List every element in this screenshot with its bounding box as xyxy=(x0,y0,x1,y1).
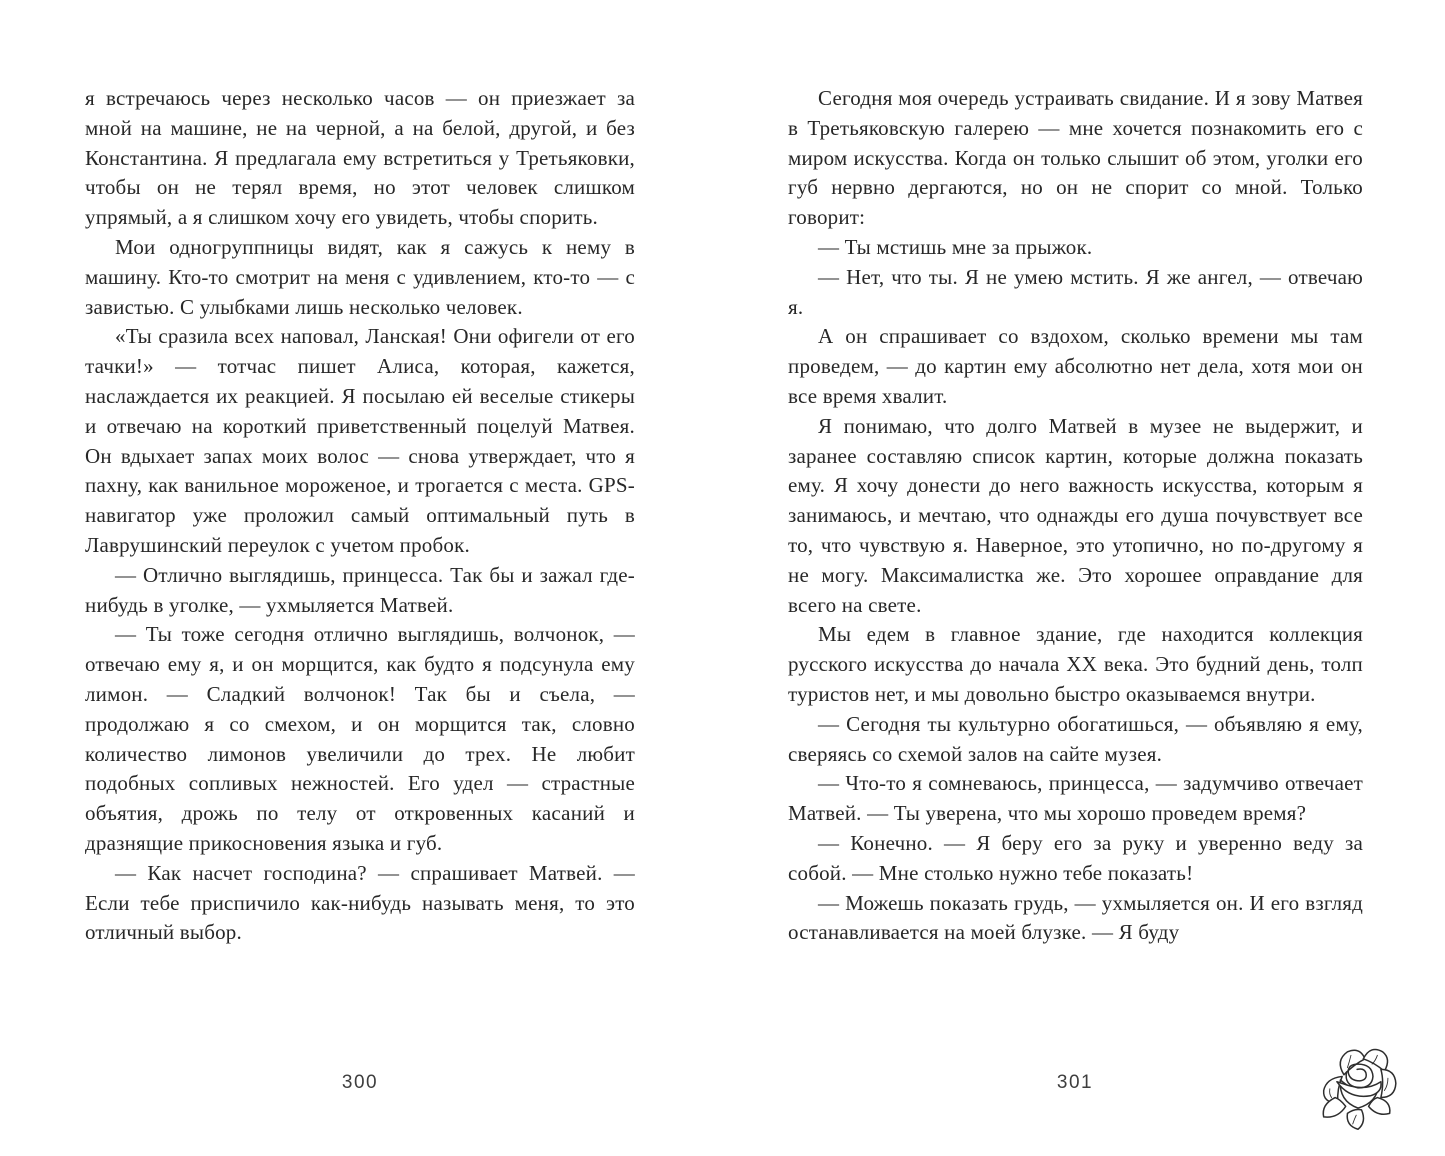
paragraph: Мы едем в главное здание, где находится коллекция русского искусства до начала XX века. Это будний день, толп туристов нет, и мы довольно быстро оказываемся внутри. xyxy=(788,622,1363,706)
paragraph: — Что-то я сомневаюсь, принцесса, — задумчиво отвечает Матвей. — Ты уверена, что мы хорошо проведем время? xyxy=(788,771,1363,826)
paragraph: — Отлично выглядишь, принцесса. Так бы и зажал где-нибудь в уголке, — ухмыляется Матвей. xyxy=(85,562,635,617)
paragraph: — Нет, что ты. Я не умею мстить. Я же ангел, — отвечаю я. xyxy=(788,264,1363,319)
page-number-left: 300 xyxy=(341,1072,379,1093)
paragraph: — Можешь показать грудь, — ухмыляется он. И его взгляд останавливается на моей блузке. — Я буду xyxy=(788,890,1363,945)
paragraph: я встречаюсь через несколько часов — он приезжает за мной на машине, не на черной, а на белой, другой, и без Константина. Я предлагала ему встретиться у Третьяковки, чтобы он не терял время, но этот человек слишком упрямый, а я слишком хочу его увидеть, чтобы спорить. xyxy=(85,86,635,230)
paragraph: Я понимаю, что долго Матвей в музее не выдержит, и заранее составляю список картин, которые должна показать ему. Я хочу донести до него важность искусства, которым я занимаюсь, и мечтаю, что однажды его душа почувствует все то, что чувствую я. Наверное, это утопично, но по-другому я не могу. Максималистка же. Это хорошее оправдание для всего на свете. xyxy=(788,413,1363,617)
page-right-text-column xyxy=(788,84,1363,948)
paragraph: «Ты сразила всех наповал, Ланская! Они офигели от его тачки!» — тотчас пишет Алиса, которая, кажется, наслаждается их реакцией. Я посылаю ей веселые стикеры и отвечаю на короткий приветственный поцелуй Матвея. Он вдыхает запах моих волос — снова утверждает, что я пахну, как ванильное мороженое, и трогается с места. GPS-навигатор уже проложил самый оптимальный путь в Лаврушинский переулок с учетом пробок. xyxy=(85,324,635,557)
paragraph: — Ты тоже сегодня отлично выглядишь, волчонок, — отвечаю ему я, и он морщится, как будто я подсунула ему лимон. — Сладкий волчонок! Так бы и съела, — продолжаю я со смехом, и он морщится так, словно количество лимонов увеличили до трех. Не любит подобных сопливых нежностей. Его удел — страстные объятия, дрожь по телу от откровенных касаний и дразнящие прикосновения языка и губ. xyxy=(85,622,635,855)
paragraph: — Ты мстишь мне за прыжок. xyxy=(818,234,1093,259)
paragraph: — Как насчет господина? — спрашивает Матвей. — Если тебе приспичило как-нибудь называть меня, то это отличный выбор. xyxy=(85,860,635,945)
page-number-right: 301 xyxy=(1056,1072,1094,1093)
paragraph: Сегодня моя очередь устраивать свидание. И я зову Матвея в Третьяковскую галерею — мне хочется познакомить его с миром искусства. Когда он только слышит об этом, уголки его губ нервно дергаются, но он не спорит со мной. Только говорит: xyxy=(788,86,1363,230)
page-left-text-column xyxy=(85,84,635,948)
paragraph: — Конечно. — Я беру его за руку и уверенно веду за собой. — Мне столько нужно тебе показать! xyxy=(788,830,1363,885)
paragraph: Мои одногруппницы видят, как я сажусь к нему в машину. Кто-то смотрит на меня с удивлением, кто-то — с завистью. С улыбками лишь несколько человек. xyxy=(85,234,635,319)
paragraph: — Сегодня ты культурно обогатишься, — объявляю я ему, сверяясь со схемой залов на сайте музея. xyxy=(788,711,1363,766)
rose-icon xyxy=(1314,1040,1402,1134)
paragraph: А он спрашивает со вздохом, сколько времени мы там проведем, — до картин ему абсолютно нет дела, хотя мои он все время хвалит. xyxy=(788,324,1363,408)
